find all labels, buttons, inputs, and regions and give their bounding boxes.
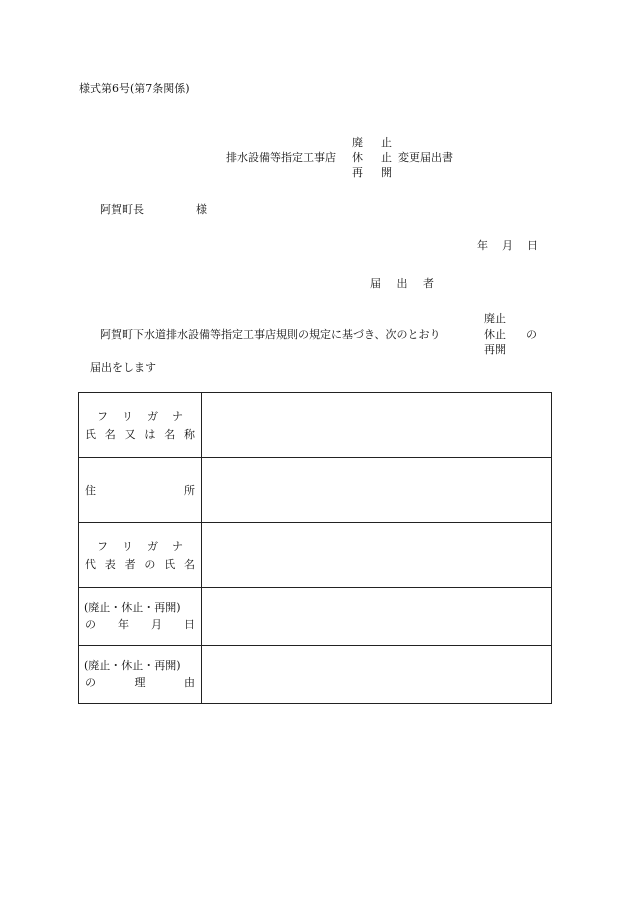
char: ナ (172, 409, 183, 423)
body-text-line1: 阿賀町下水道排水設備等指定工事店規則の規定に基づき、次のとおり (100, 328, 441, 341)
label-representative (79, 523, 202, 588)
form-number: 様式第6号(第7条関係) (79, 82, 190, 95)
char: の (85, 617, 96, 631)
char: ガ (147, 539, 158, 553)
char: 再 (352, 166, 363, 179)
char: 月 (151, 617, 162, 631)
label-furigana (97, 409, 183, 423)
char: の (85, 675, 96, 689)
date-day: 日 (527, 239, 538, 252)
char: 名 (164, 427, 176, 441)
body-option-abolish: 廃止 (484, 312, 506, 325)
date-field[interactable] (202, 588, 552, 646)
date-line (477, 240, 538, 251)
label-name (79, 393, 202, 458)
char: 開 (381, 166, 392, 179)
body-text-suffix: の (526, 328, 537, 341)
body-option-suspend: 休止 (484, 328, 506, 341)
table-row-address (79, 458, 552, 523)
char: フ (97, 539, 108, 553)
char: リ (122, 409, 133, 423)
notifier-label: 届 出 者 (370, 277, 440, 290)
label-date (79, 588, 202, 646)
char: 止 (381, 151, 392, 164)
char: 代 (85, 557, 96, 571)
label-reason (79, 646, 202, 704)
label-address (79, 458, 202, 523)
char: 又 (124, 427, 136, 441)
char: 廃 (352, 136, 363, 149)
label-reason-line1: (廃止・休止・再開) (84, 659, 181, 672)
char: フ (97, 409, 108, 423)
body-option-resume: 再開 (484, 343, 506, 356)
address-field[interactable] (202, 458, 552, 523)
char: 表 (104, 557, 116, 571)
title-option-abolish (352, 137, 392, 148)
representative-field[interactable] (202, 523, 552, 588)
date-month: 月 (502, 239, 513, 252)
label-date-line2 (85, 617, 195, 631)
label-address-text (85, 483, 195, 497)
addressee-honorific: 様 (196, 203, 207, 216)
table-row-reason (79, 646, 552, 704)
table-row-representative (79, 523, 552, 588)
char: 住 (85, 483, 96, 497)
addressee-name: 阿賀町長 (100, 203, 144, 216)
notification-form-table (78, 392, 552, 704)
reason-field[interactable] (202, 646, 552, 704)
title-suffix: 変更届出書 (398, 151, 453, 164)
label-representative-text (85, 557, 195, 571)
char: ナ (172, 539, 183, 553)
date-year: 年 (477, 239, 488, 252)
char: は (144, 427, 156, 441)
char: 氏 (164, 557, 176, 571)
name-field[interactable] (202, 393, 552, 458)
char: 氏 (85, 427, 96, 441)
char: 所 (184, 483, 195, 497)
table-row-date (79, 588, 552, 646)
char: 者 (124, 557, 136, 571)
title-prefix: 排水設備等指定工事店 (226, 151, 336, 164)
char: リ (122, 539, 133, 553)
char: 理 (134, 675, 146, 689)
label-reason-line2 (85, 675, 195, 689)
title-option-suspend (352, 152, 392, 163)
char: の (144, 557, 156, 571)
char: 止 (381, 136, 392, 149)
char: 称 (183, 427, 195, 441)
char: 休 (352, 151, 363, 164)
title-option-resume (352, 167, 392, 178)
table-row-name (79, 393, 552, 458)
char: 年 (118, 617, 129, 631)
label-name-text (85, 427, 195, 441)
char: 日 (184, 617, 195, 631)
body-text-line2: 届出をします (90, 361, 156, 374)
char: ガ (147, 409, 158, 423)
char: 由 (184, 675, 195, 689)
label-furigana (97, 539, 183, 553)
label-date-line1: (廃止・休止・再開) (84, 601, 181, 614)
char: 名 (104, 427, 116, 441)
char: 名 (183, 557, 195, 571)
